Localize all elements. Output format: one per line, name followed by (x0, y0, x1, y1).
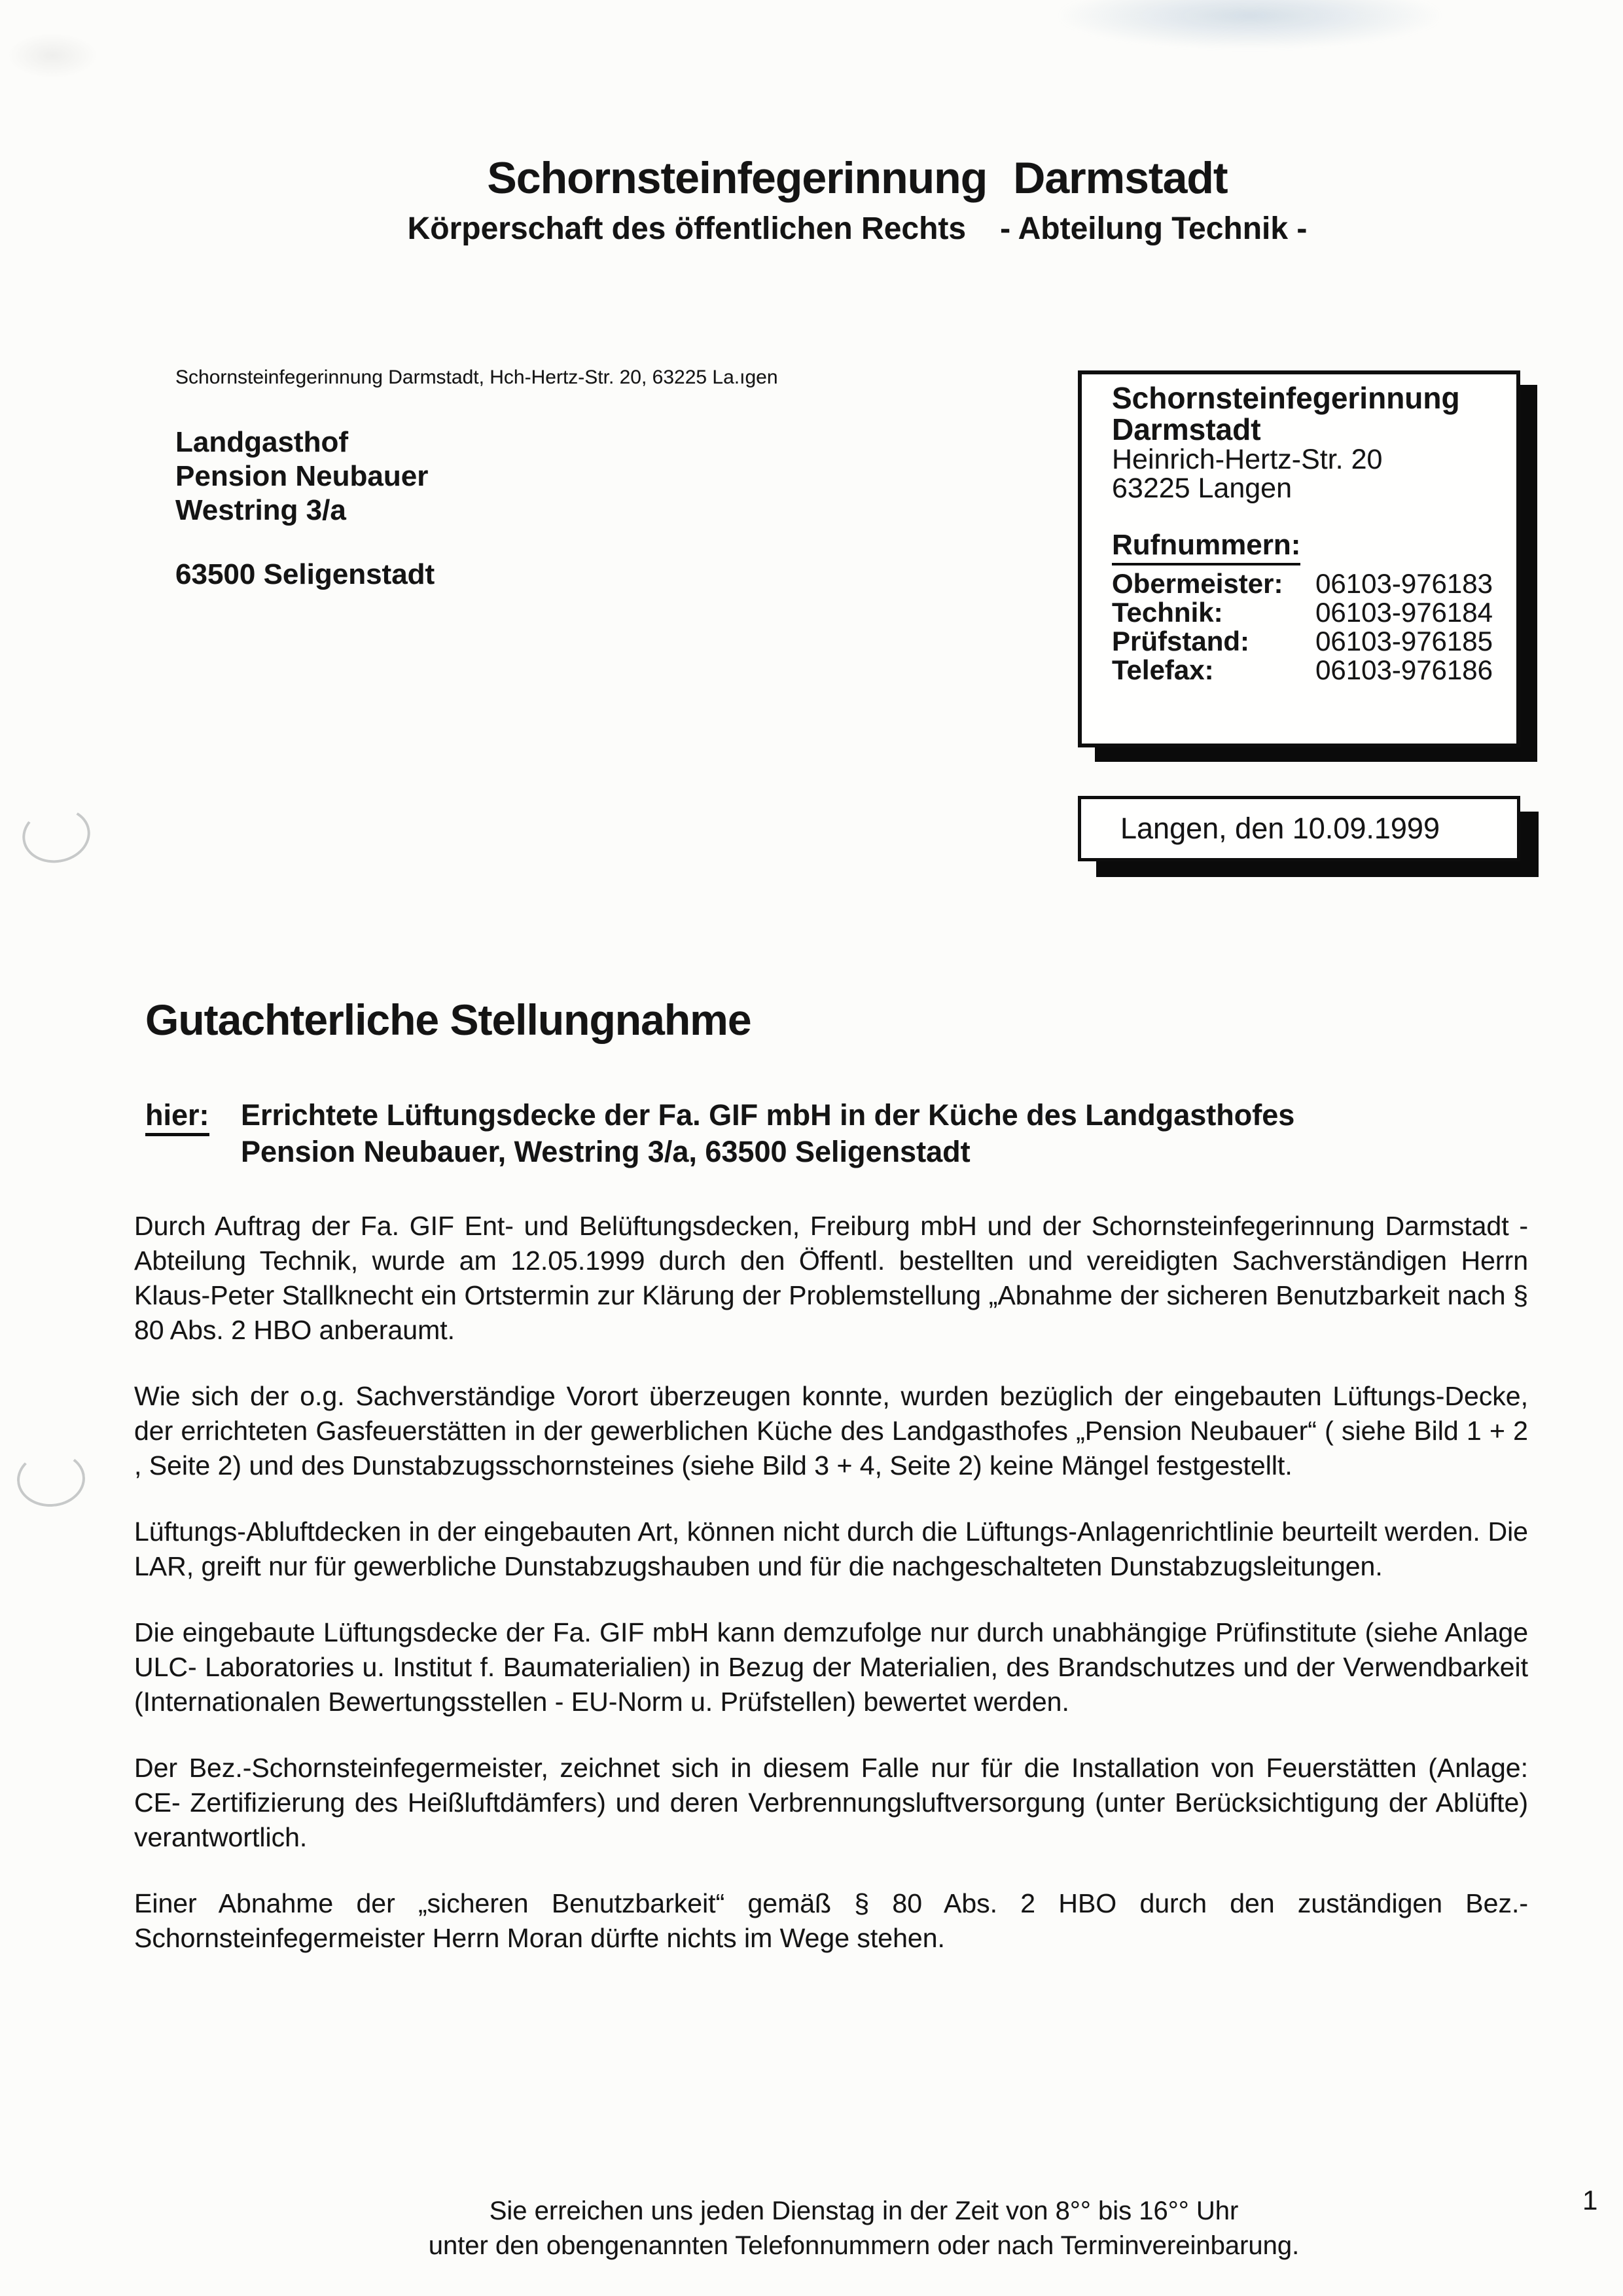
subject-label (145, 1097, 241, 1170)
phone-row (1112, 598, 1493, 627)
subject-text (241, 1097, 1294, 1170)
phone-row (1112, 656, 1493, 685)
phone-list (1112, 569, 1493, 685)
letterhead-title-org: Schornsteinfegerinnung (487, 153, 988, 203)
phone-label: Technik: (1112, 597, 1223, 628)
letterhead-title-city: Darmstadt (1013, 153, 1228, 203)
subject-text-line: Errichtete Lüftungsdecke der Fa. GIF mbH in der Küche des Landgasthofes (241, 1098, 1295, 1132)
letterhead-subtitle (92, 213, 1623, 245)
page-number: 1 (1582, 2185, 1598, 2215)
letterhead (92, 153, 1623, 246)
footer-line: unter den obengenannten Telefonnummern oder nach Terminvereinbarung. (428, 2231, 1300, 2260)
hole-punch-mark (18, 802, 94, 869)
subject-reference (145, 1097, 1294, 1170)
letterhead-title (92, 153, 1623, 203)
phone-number: 06103-976184 (1315, 597, 1493, 628)
sender-line: Schornsteinfegerinnung Darmstadt, Hch-Hertz-Str. 20, 63225 La.ıgen (175, 367, 778, 388)
body-paragraph: Wie sich der o.g. Sachverständige Vorort überzeugen konnte, wurden bezüglich der eingebauten Lüftungs-Decke, der errichteten Gasfeuerstätten in der gewerblichen Küche des Landgasthofes „Pension Neubauer“ ( siehe Bild 1 + 2 , Seite 2) und des Dunstabzugsschornsteines (siehe Bild 3 + 4, Seite 2) keine Mängel festgestellt. (134, 1381, 1528, 1480)
body-paragraph: Einer Abnahme der „sicheren Benutzbarkeit“ gemäß § 80 Abs. 2 HBO durch den zuständigen Bez.-Schornsteinfegermeister Herrn Moran dürfte nichts im Wege stehen. (134, 1888, 1528, 1953)
body-paragraph: Die eingebaute Lüftungsdecke der Fa. GIF mbH kann demzufolge nur durch unabhängige Prüfinstitute (siehe Anlage ULC- Laboratories u. Institut f. Baumaterialien) in Bezug der Materialien, des Brandschutzes und der Verwendbarkeit (Internationalen Bewertungsstellen - EU-Norm u. Prüfstellen) bewertet werden. (134, 1617, 1528, 1717)
org-name-line: Schornsteinfegerinnung (1112, 381, 1460, 415)
phone-number: 06103-976183 (1315, 568, 1493, 599)
phone-number: 06103-976186 (1315, 655, 1493, 685)
phone-label: Prüfstand: (1112, 626, 1249, 656)
footer-note (223, 2194, 1505, 2263)
org-street: Heinrich-Hertz-Str. 20 (1112, 444, 1383, 475)
recipient-line: Landgasthof (175, 426, 348, 458)
date-box (1078, 796, 1520, 861)
phone-row (1112, 627, 1493, 656)
document-title: Gutachterliche Stellungnahme (145, 996, 751, 1044)
phone-row (1112, 569, 1493, 598)
contact-info-box (1078, 370, 1520, 747)
recipient-address (175, 425, 435, 592)
phone-list-heading (1112, 529, 1493, 562)
recipient-line: Westring 3/a (175, 494, 346, 526)
org-name-line: Darmstadt (1112, 412, 1261, 446)
letter-body (134, 1209, 1528, 1987)
letterhead-subtitle-dept: - Abteilung Technik - (1000, 211, 1308, 246)
recipient-line: Pension Neubauer (175, 460, 429, 492)
phone-list-heading-text: Rufnummern: (1112, 529, 1300, 565)
body-paragraph: Lüftungs-Abluftdecken in der eingebauten Art, können nicht durch die Lüftungs-Anlagenrichtlinie beurteilt werden. Die LAR, greift nur für gewerbliche Dunstabzugshauben und für die nachgeschalteten Dunstabzugsleitungen. (134, 1516, 1528, 1581)
date-text: Langen, den 10.09.1999 (1120, 812, 1440, 845)
phone-number: 06103-976185 (1315, 626, 1493, 656)
subject-label-text: hier: (145, 1098, 209, 1136)
subject-reference-row (145, 1097, 1294, 1170)
hole-punch-mark (15, 1449, 87, 1509)
body-paragraph: Der Bez.-Schornsteinfegermeister, zeichnet sich in diesem Falle nur für die Installation von Feuerstätten (Anlage: CE- Zertifizierung des Heißluftdämfers) und deren Verbrennungsluftversorgung (unter Berücksichtigung der Ablüfte) verantwortlich. (134, 1753, 1528, 1852)
recipient-city: 63500 Seligenstadt (175, 558, 435, 590)
scan-smudge-top (1060, 0, 1440, 48)
org-city: 63225 Langen (1112, 473, 1293, 504)
footer-line: Sie erreichen uns jeden Dienstag in der Zeit von 8°° bis 16°° Uhr (489, 2197, 1239, 2225)
scan-smudge-corner (7, 33, 98, 79)
phone-label: Obermeister: (1112, 568, 1283, 599)
letterhead-subtitle-legal: Körperschaft des öffentlichen Rechts (407, 211, 967, 246)
subject-text-line: Pension Neubauer, Westring 3/a, 63500 Seligenstadt (241, 1135, 971, 1168)
phone-label: Telefax: (1112, 655, 1214, 685)
body-paragraph: Durch Auftrag der Fa. GIF Ent- und Belüftungsdecken, Freiburg mbH und der Schornsteinfegerinnung Darmstadt - Abteilung Technik, wurde am 12.05.1999 durch den Öffentl. bestellten und vereidigten Sachverständigen Herrn Klaus-Peter Stallknecht ein Ortstermin zur Klärung der Problemstellung „Abnahme der sicheren Benutzbarkeit nach § 80 Abs. 2 HBO anberaumt. (134, 1211, 1528, 1345)
